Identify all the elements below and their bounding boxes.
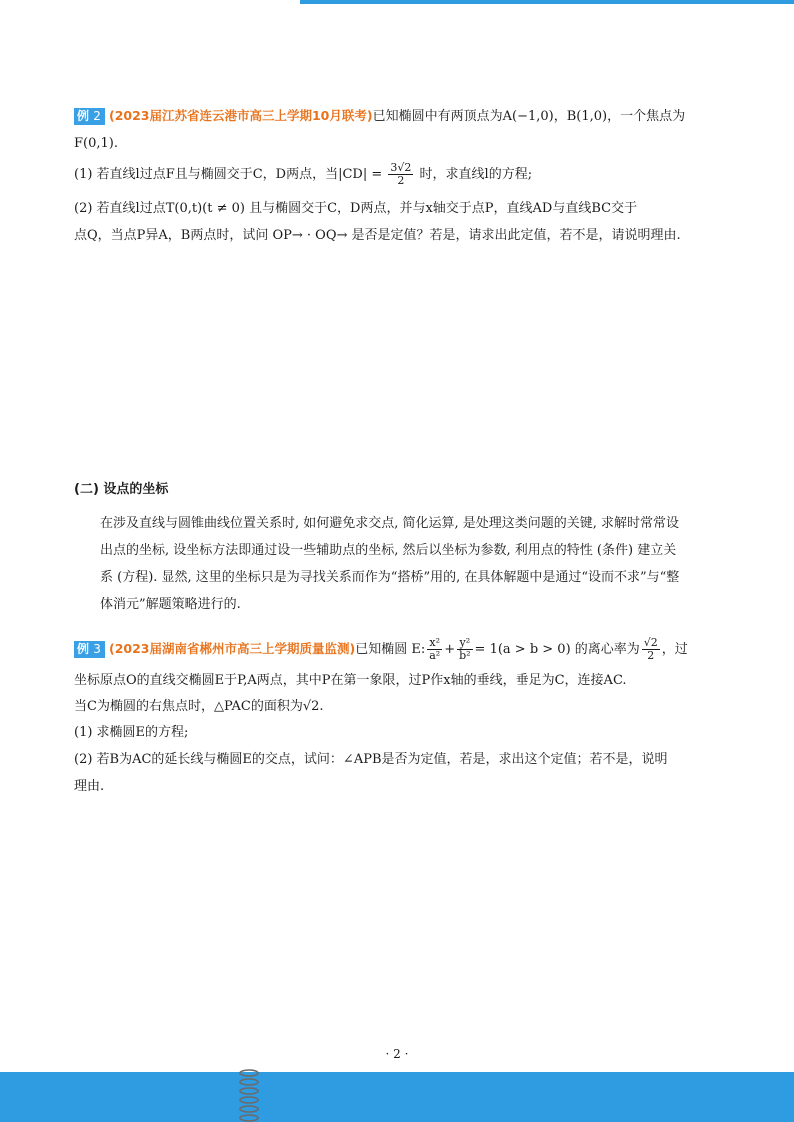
example-3-line: 当C为椭圆的右焦点时，△PAC的面积为√2. [74,699,324,714]
section-paragraph-line: 体消元”解题策略进行的. [100,597,241,612]
example-2-intro: 已知椭圆中有两顶点为A(−1,0)，B(1,0)，一个焦点为 [372,109,686,124]
fraction: $\frac{3√2}{2}$ [390,161,412,187]
example-3-line: 坐标原点O的直线交椭圆E于P,A两点，其中P在第一象限，过P作x轴的垂线，垂足为C，连接AC. [74,673,627,688]
footer-band [0,1072,794,1122]
section-title: (二) 设点的坐标 [74,482,169,497]
section-paragraph-line: 在涉及直线与圆锥曲线位置关系时, 如何避免求交点, 简化运算, 是处理这类问题的关键, 求解时常常设 [100,516,680,531]
fraction: $\frac{√2}{2}$ [643,636,658,662]
example-source: (2023届江苏省连云港市高三上学期10月联考) [108,108,373,123]
section-paragraph-line: 系 (方程). 显然, 这里的坐标只是为寻找关系而作为“搭桥”用的, 在具体解题中是通过“设而不求”与“整 [100,570,680,585]
top-stripe [300,0,794,4]
example-2-question-2: (2) 若直线l过点T(0,t)(t ≠ 0) 且与椭圆交于C，D两点，并与x轴交于点P，直线AD与直线BC交于 [74,201,638,216]
example-3-question-2: (2) 若B为AC的延长线与椭圆E的交点，试问：∠APB是否为定值，若是，求出这个定值；若不是，说明 [74,752,668,767]
example-source: (2023届湖南省郴州市高三上学期质量监测) [108,641,356,656]
example-tag: 例 2 [74,108,105,125]
example-3-question-1: (1) 求椭圆E的方程; [74,725,189,740]
fraction: $\frac{\text{y²}}{\text{b²}}$ [459,636,471,662]
example-3-intro-line: 例 3 (2023届湖南省郴州市高三上学期质量监测)已知椭圆 E: $\frac{\text{x²}}{\text{a²}}$ + $\frac{\text{y²}}{\text{b²}}$ = 1(a > b > 0) 的离心率为 $\frac{√2}{2}$ ，过 [74,637,688,662]
spiral-binding-icon [236,1066,262,1122]
section-paragraph-line: 出点的坐标, 设坐标方法即通过设一些辅助点的坐标, 然后以坐标为参数, 利用点的特性 (条件) 建立关 [100,543,677,558]
example-2-intro-line [74,107,685,126]
example-2-intro-cont: F(0,1). [74,136,118,151]
page-number: · 2 · [385,1047,409,1061]
fraction: $\frac{\text{x²}}{\text{a²}}$ [429,636,441,662]
example-2-question-2-cont: 点Q，当点P异A，B两点时，试问 OP→ · OQ→ 是否是定值？若是，请求出此定值，若不是，请说明理由. [74,228,681,243]
example-2-question-1: (1) 若直线l过点F且与椭圆交于C，D两点，当|CD| = $\frac{3√2}{2}$ 时，求直线l的方程; [74,161,533,187]
example-3-question-2-cont: 理由. [74,779,105,794]
example-tag: 例 3 [74,641,105,658]
